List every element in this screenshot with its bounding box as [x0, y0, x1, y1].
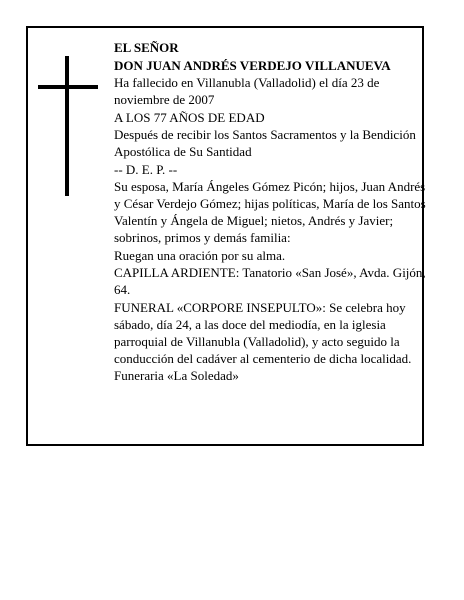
- notice-text: [114, 39, 426, 385]
- cross-vertical-bar: [65, 56, 69, 196]
- cross-horizontal-bar: [38, 85, 98, 89]
- funeral-home: Funeraria «La Soledad»: [114, 368, 239, 383]
- sacraments-statement: Después de recibir los Santos Sacramentos y la Bendición Apostólica de Su Santidad: [114, 127, 416, 159]
- age-statement: A LOS 77 AÑOS DE EDAD: [114, 109, 265, 125]
- funeral-info: FUNERAL «CORPORE INSEPULTO»: Se celebra hoy sábado, día 24, a las doce del mediodía, en la iglesia parroquial de Villanubla (Valladolid), y acto seguido la conducción del cadáver al cementerio de dicha localidad.: [114, 299, 412, 366]
- chapel-info: CAPILLA ARDIENTE: Tanatorio «San José», Avda. Gijón, 64.: [114, 265, 426, 297]
- rip-line: -- D. E. P. --: [114, 161, 178, 177]
- notice-title: EL SEÑOR: [114, 40, 179, 55]
- prayer-request: Ruegan una oración por su alma.: [114, 247, 286, 263]
- family-list: Su esposa, María Ángeles Gómez Picón; hijos, Juan Andrés y César Verdejo Gómez; hijas políticas, María de los Santos Valentín y Ángela de Miguel; nietos, Andrés y Javier; sobrinos, primos y demás familia:: [114, 179, 426, 245]
- deceased-name: DON JUAN ANDRÉS VERDEJO VILLANUEVA: [114, 57, 391, 73]
- death-statement: Ha fallecido en Villanubla (Valladolid) el día 23 de noviembre de 2007: [114, 75, 380, 107]
